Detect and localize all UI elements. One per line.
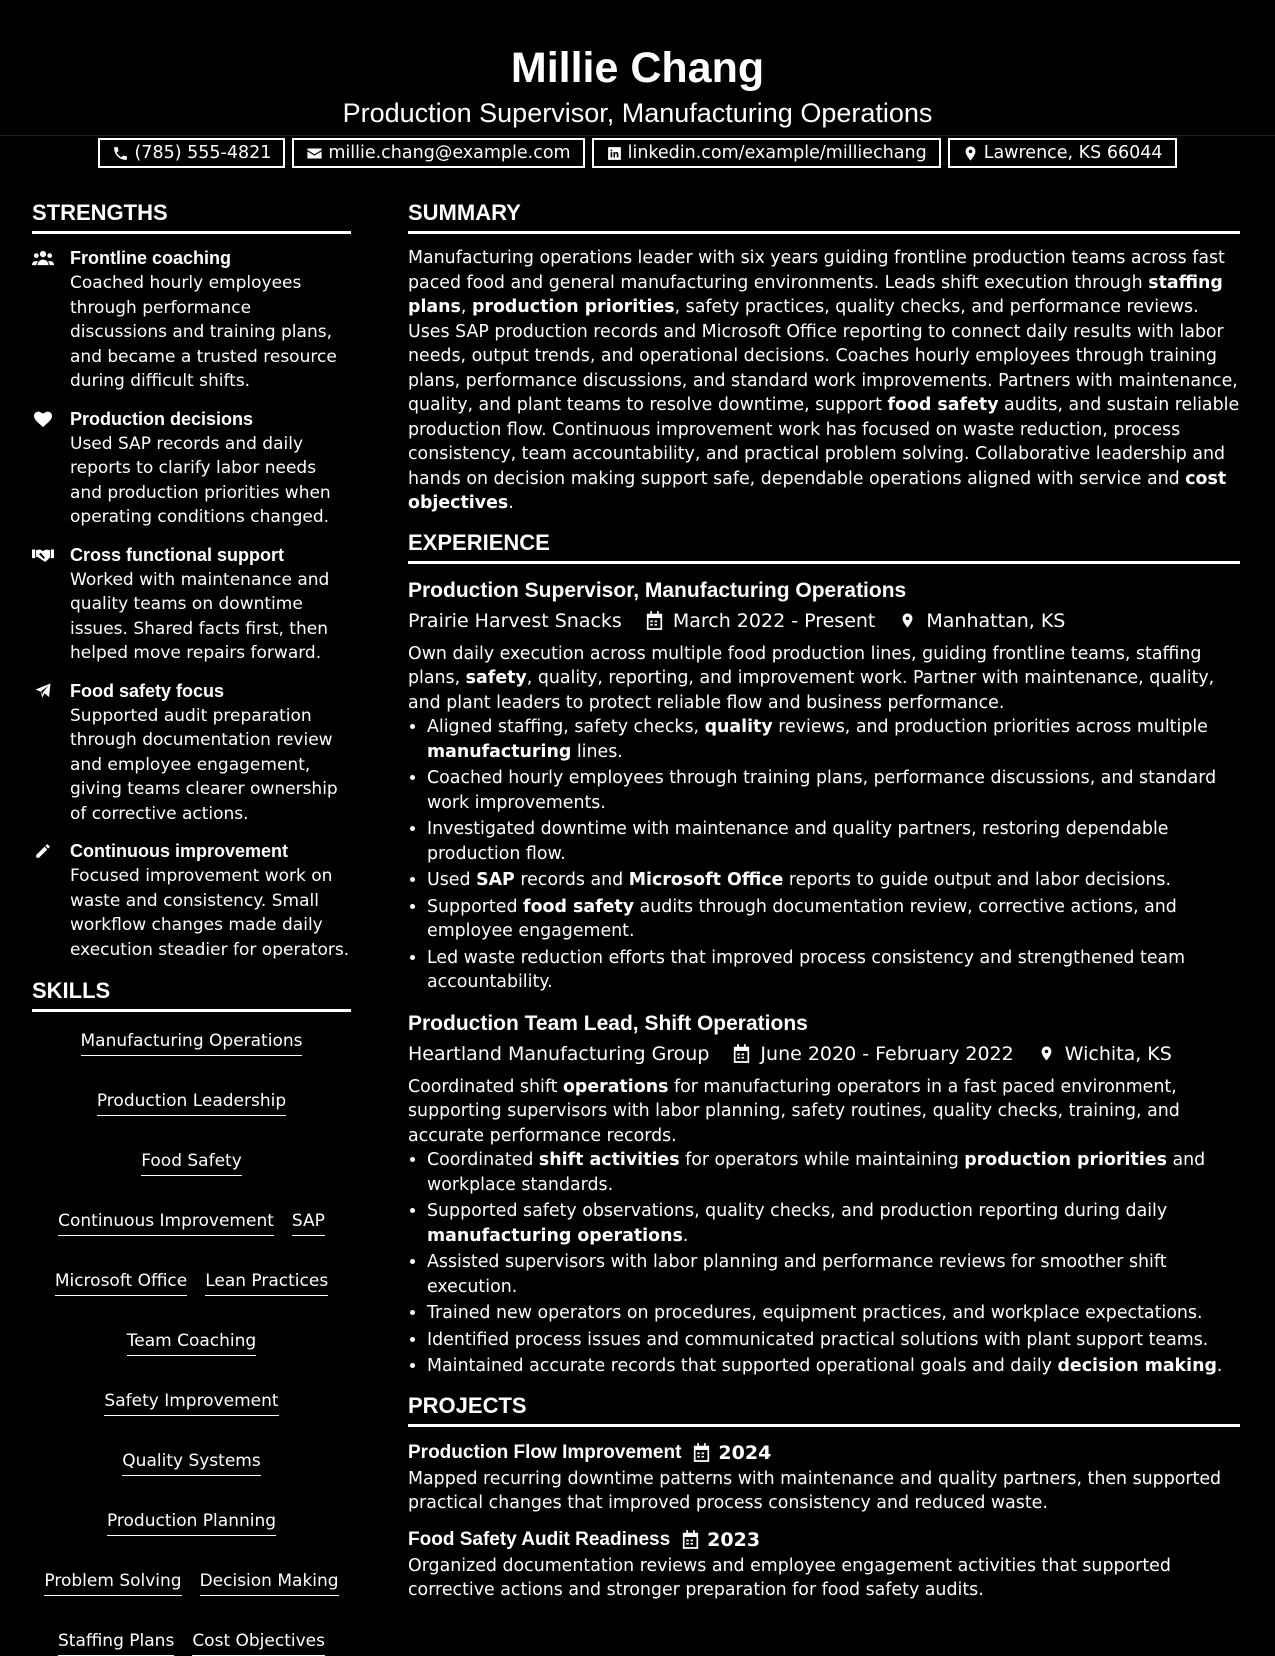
job-dates: June 2020 - February 2022: [760, 1042, 1014, 1065]
left-column: [32, 200, 351, 1656]
strength-item: [32, 839, 351, 962]
strength-description: Supported audit preparation through documentation review and employee engagement, giving teams clearer ownership of corrective actions.: [70, 705, 338, 824]
job-location: Wichita, KS: [1064, 1042, 1172, 1065]
skill-tag: Lean Practices: [205, 1270, 328, 1296]
job-bullet: • Aligned staffing, safety checks, quality reviews, and production priorities across multiple manufacturing lines.: [427, 715, 1240, 764]
bold-keyword: decision making: [1057, 1356, 1217, 1376]
job-bullet: • Assisted supervisors with labor planning and performance reviews for smoother shift execution.: [427, 1250, 1240, 1299]
job-meta: [408, 1039, 1240, 1069]
strength-description: Coached hourly employees through performance discussions and training plans, and became a trusted resource during difficult shifts.: [70, 273, 337, 391]
skill-tag: Manufacturing Operations: [81, 1030, 303, 1056]
skills-list: [32, 1024, 351, 1656]
linkedin-icon: [606, 145, 623, 162]
job-entry: [408, 576, 1240, 995]
project-year: 2023: [707, 1528, 761, 1551]
candidate-title: Production Supervisor, Manufacturing Operations: [342, 98, 933, 128]
contact-email-text: millie.chang@example.com: [328, 143, 571, 163]
candidate-name: Millie Chang: [510, 44, 765, 92]
contact-bar: [0, 138, 1275, 168]
job-meta: [408, 606, 1240, 636]
project-entry: [408, 1526, 1240, 1603]
job-bullet: • Maintained accurate records that supported operational goals and daily decision making.: [427, 1354, 1240, 1379]
job-bullet: • Used SAP records and Microsoft Office reports to guide output and labor decisions.: [427, 868, 1240, 893]
calendar-icon: [733, 1044, 750, 1063]
job-description: Coordinated shift operations for manufacturing operators in a fast paced environment, supporting supervisors with labor planning, safety routines, quality checks, training, and accurate performance records.: [408, 1076, 1180, 1146]
project-year: 2024: [718, 1441, 772, 1464]
paper-plane-icon: [32, 682, 54, 700]
bold-keyword: safety: [465, 668, 527, 688]
project-description: Mapped recurring downtime patterns with maintenance and quality partners, then supported practical changes that improved process consistency and reduced waste.: [408, 1468, 1222, 1513]
phone-icon: [112, 145, 129, 162]
bold-keyword: cost objectives: [408, 468, 1227, 513]
job-title: Production Team Lead, Shift Operations: [408, 1011, 808, 1035]
contact-phone-text: (785) 555-4821: [134, 143, 272, 163]
strength-title: Frontline coaching: [70, 248, 232, 268]
summary-heading: SUMMARY: [408, 200, 1240, 234]
users-icon: [32, 249, 54, 267]
contact-linkedin-text: linkedin.com/example/milliechang: [627, 143, 927, 163]
job-bullets: [408, 1148, 1240, 1379]
job-bullet: • Coordinated shift activities for operators while maintaining production priorities and workplace standards.: [427, 1148, 1240, 1197]
bold-keyword: quality: [704, 717, 773, 737]
strength-title: Continuous improvement: [70, 841, 289, 861]
summary-text: Manufacturing operations leader with six years guiding frontline production teams across fast paced food and general manufacturing environments. Leads shift execution through staffing plans, production priorities, safety practices, quality checks, and performance reviews. Uses SAP production records and Microsoft Office reporting to connect daily results with labor needs, output trends, and operational decisions. Coaches hourly employees through training plans, performance discussions, and standard work improvements. Partners with maintenance, quality, and plant teams to resolve downtime, support food safety audits, and sustain reliable production flow. Continuous improvement work has focused on waste reduction, process consistency, team accountability, and practical problem solving. Collaborative leadership and hands on decision making support safe, dependable operations aligned with service and cost objectives.: [408, 248, 1240, 513]
project-header: [408, 1439, 1240, 1467]
bold-keyword: food safety: [523, 896, 635, 917]
job-company: Prairie Harvest Snacks: [408, 609, 622, 632]
job-company: Heartland Manufacturing Group: [408, 1042, 710, 1065]
strength-description: Focused improvement work on waste and consistency. Small workflow changes made daily execution steadier for operators.: [70, 866, 350, 960]
location-pin-icon: [962, 145, 979, 162]
strength-description: Used SAP records and daily reports to clarify labor needs and production priorities when operating conditions changed.: [70, 433, 331, 527]
skill-tag: Cost Objectives: [192, 1630, 325, 1656]
project-title: Food Safety Audit Readiness: [408, 1528, 671, 1550]
job-bullet: • Coached hourly employees through training plans, performance discussions, and standard work improvements.: [427, 766, 1240, 815]
project-title: Production Flow Improvement: [408, 1441, 682, 1463]
strength-description: Worked with maintenance and quality teams on downtime issues. Shared facts first, then helped move repairs forward.: [70, 569, 330, 663]
job-dates: March 2022 - Present: [672, 609, 876, 632]
job-description: Own daily execution across multiple food production lines, guiding frontline teams, staffing plans, safety, quality, reporting, and improvement work. Partner with maintenance, quality, and plant leaders to protect reliable flow and business performance.: [408, 643, 1215, 713]
bold-keyword: operations: [562, 1076, 669, 1097]
job-bullet: • Supported food safety audits through documentation review, corrective actions, and employee engagement.: [427, 895, 1240, 944]
skill-tag: Continuous Improvement: [58, 1210, 274, 1236]
strengths-heading: STRENGTHS: [32, 200, 351, 234]
contact-email[interactable]: [292, 138, 584, 168]
experience-heading: EXPERIENCE: [408, 530, 1240, 564]
pencil-icon: [32, 842, 54, 860]
skill-tag: Decision Making: [200, 1570, 339, 1596]
heart-icon: [32, 410, 54, 428]
bold-keyword: shift activities: [538, 1150, 680, 1170]
bold-keyword: production priorities: [471, 297, 675, 317]
skill-tag: Safety Improvement: [104, 1390, 278, 1416]
skill-tag: Problem Solving: [44, 1570, 181, 1596]
projects-heading: PROJECTS: [408, 1393, 1240, 1427]
skill-tag: SAP: [292, 1210, 325, 1236]
skill-tag: Food Safety: [141, 1150, 242, 1176]
location-pin-icon: [899, 611, 916, 630]
bold-keyword: manufacturing: [427, 741, 572, 762]
job-title: Production Supervisor, Manufacturing Operations: [408, 578, 907, 602]
strength-item: [32, 407, 351, 530]
calendar-icon: [682, 1530, 699, 1549]
bold-keyword: production priorities: [964, 1150, 1167, 1170]
handshake-icon: [32, 546, 54, 564]
skills-heading: SKILLS: [32, 978, 351, 1012]
skill-tag: Production Planning: [107, 1510, 276, 1536]
job-bullet: • Trained new operators on procedures, equipment practices, and workplace expectations.: [427, 1301, 1240, 1326]
bold-keyword: staffing plans: [408, 272, 1223, 317]
job-location: Manhattan, KS: [926, 609, 1066, 632]
location-pin-icon: [1038, 1044, 1055, 1063]
job-bullet: • Led waste reduction efforts that improved process consistency and strengthened team accountability.: [427, 946, 1240, 995]
resume-header: [0, 0, 1275, 163]
project-header: [408, 1526, 1240, 1554]
calendar-icon: [693, 1443, 710, 1462]
bold-keyword: manufacturing operations: [427, 1225, 683, 1246]
job-bullet: • Investigated downtime with maintenance and quality partners, restoring dependable production flow.: [427, 817, 1240, 866]
job-bullet: • Supported safety observations, quality checks, and production reporting during daily manufacturing operations.: [427, 1199, 1240, 1248]
right-column: [408, 200, 1240, 1613]
envelope-icon: [306, 145, 323, 162]
contact-linkedin[interactable]: [592, 138, 941, 168]
project-entry: [408, 1439, 1240, 1516]
bold-keyword: food safety: [887, 395, 999, 415]
contact-location[interactable]: [948, 138, 1177, 168]
job-entry: [408, 1009, 1240, 1379]
bold-keyword: Microsoft Office: [628, 870, 784, 890]
contact-location-text: Lawrence, KS 66044: [983, 143, 1163, 163]
project-description: Organized documentation reviews and employee engagement activities that supported corrective actions and stronger preparation for food safety audits.: [408, 1555, 1171, 1600]
skill-tag: Microsoft Office: [55, 1270, 187, 1296]
skill-tag: Staffing Plans: [58, 1630, 174, 1656]
job-bullets: [408, 715, 1240, 995]
strength-item: [32, 679, 351, 827]
strength-title: Cross functional support: [70, 544, 285, 565]
strength-item: [32, 246, 351, 394]
strength-title: Production decisions: [70, 408, 254, 429]
skill-tag: Quality Systems: [122, 1450, 260, 1476]
strength-item: [32, 543, 351, 666]
skill-tag: Team Coaching: [127, 1330, 256, 1356]
bold-keyword: SAP: [476, 870, 515, 890]
skill-tag: Production Leadership: [97, 1090, 286, 1116]
contact-phone[interactable]: [98, 138, 285, 168]
job-bullet: • Identified process issues and communicated practical solutions with plant support teams.: [427, 1328, 1240, 1353]
strength-title: Food safety focus: [70, 680, 225, 701]
calendar-icon: [646, 611, 663, 630]
